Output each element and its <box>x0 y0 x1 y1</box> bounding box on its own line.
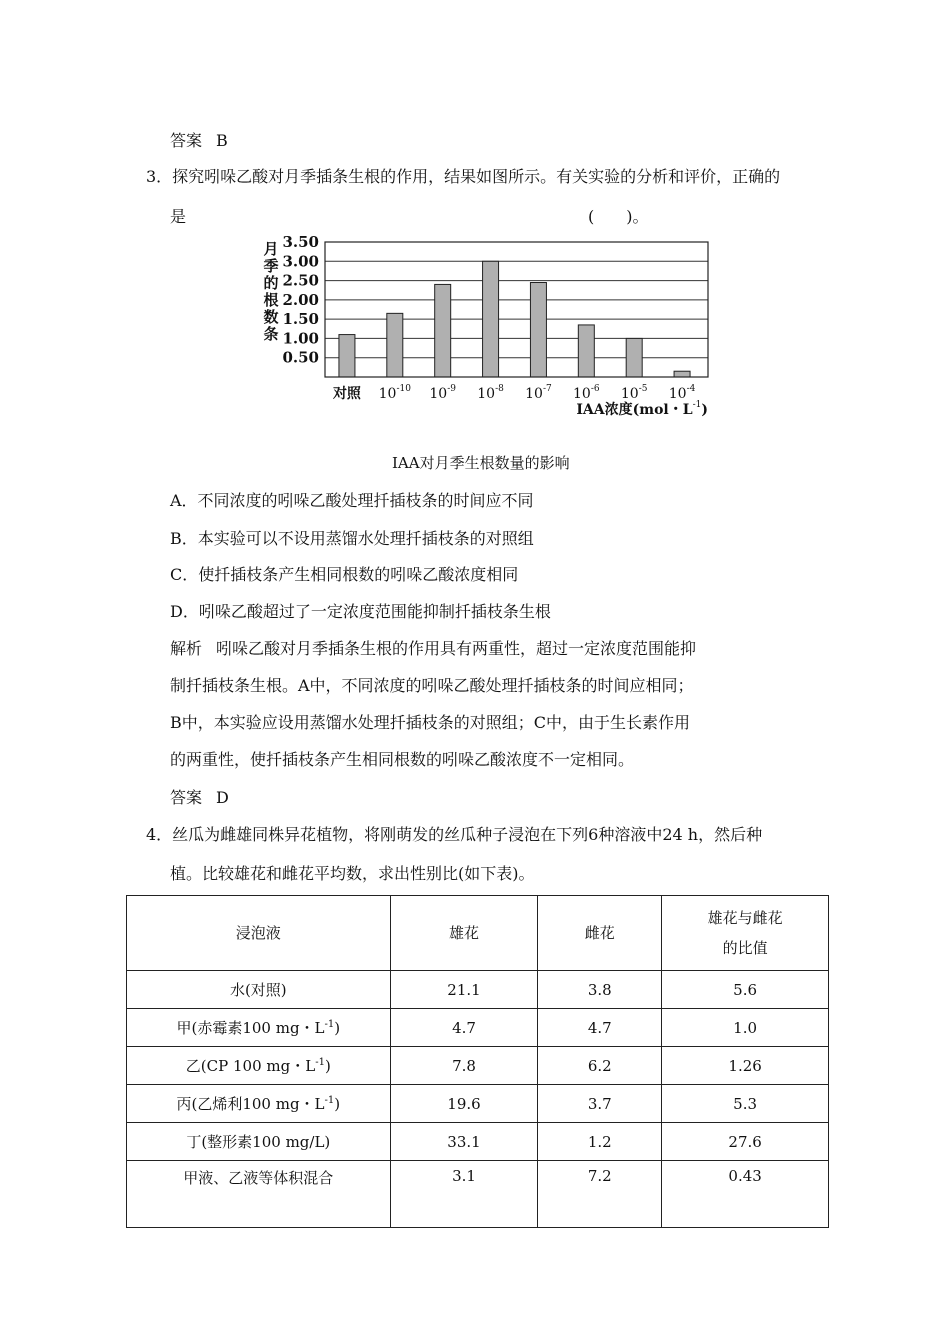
bar <box>530 283 546 378</box>
q4-stem-line1: 4．丝瓜为雌雄同株异花植物，将刚萌发的丝瓜种子浸泡在下列6种溶液中24 h，然后种 <box>146 825 763 844</box>
x-tick-label: $10^{-7}$ <box>525 384 552 402</box>
x-tick-label: $10^{-8}$ <box>477 384 504 402</box>
y-label-char: 季 <box>263 257 279 275</box>
y-tick-label: 2.00 <box>282 290 319 309</box>
y-tick-label: 3.00 <box>282 252 319 271</box>
x-tick-label: $10^{-4}$ <box>668 384 696 402</box>
answer-d-line <box>170 785 229 808</box>
q3-option-a: A．不同浓度的吲哚乙酸处理扦插枝条的时间应不同 <box>170 491 534 510</box>
analysis-line-3: B中，本实验应设用蒸馏水处理扦插枝条的对照组；C中，由于生长素作用 <box>170 713 691 732</box>
chart-gridlines <box>325 242 708 358</box>
analysis-line-1 <box>170 636 696 659</box>
cell-female: 6.2 <box>538 1047 662 1085</box>
x-tick-label: $10^{-10}$ <box>378 384 411 402</box>
header-female: 雌花 <box>538 896 662 971</box>
y-tick-label: 1.00 <box>282 329 319 348</box>
analysis-label: 解析 <box>170 639 203 658</box>
x-tick-label: $10^{-9}$ <box>429 384 456 402</box>
chart-y-axis-label <box>263 240 278 343</box>
q3-option-d: D．吲哚乙酸超过了一定浓度范围能抑制扦插枝条生根 <box>170 602 551 621</box>
x-tick-label: 对照 <box>332 386 361 402</box>
cell-male: 3.1 <box>390 1161 538 1228</box>
cell-male: 19.6 <box>390 1085 538 1123</box>
cell-female: 7.2 <box>538 1161 662 1228</box>
bar <box>626 338 642 377</box>
cell-male: 7.8 <box>390 1047 538 1085</box>
cell-female: 3.7 <box>538 1085 662 1123</box>
chart-x-ticks <box>332 384 696 402</box>
y-label-char: 数 <box>263 308 279 326</box>
q4-stem-line2: 植。比较雄花和雌花平均数，求出性别比(如下表)。 <box>170 864 535 883</box>
y-label-char: 月 <box>263 240 279 258</box>
chart-frame <box>325 242 708 377</box>
cell-solution: 甲液、乙液等体积混合 <box>127 1161 391 1228</box>
y-tick-label: 2.50 <box>282 271 319 290</box>
y-tick-label: 1.50 <box>282 310 319 329</box>
cell-solution: 水(对照) <box>127 971 391 1009</box>
q3-answer-paren: ( )。 <box>588 207 649 226</box>
y-label-char: 根 <box>263 291 279 309</box>
answer-label: 答案 <box>170 131 203 150</box>
y-label-char: 条 <box>263 325 279 343</box>
cell-ratio: 1.0 <box>662 1009 829 1047</box>
header-ratio-line1: 雄花与雌花 <box>707 909 783 927</box>
y-tick-label: 0.50 <box>282 348 319 367</box>
header-male: 雄花 <box>390 896 538 971</box>
cell-solution: 丙(乙烯利100 mg・$L^{-1}$) <box>127 1085 391 1123</box>
cell-solution: 乙(CP 100 mg・$L^{-1}$) <box>127 1047 391 1085</box>
answer-b-line <box>170 128 228 151</box>
q3-stem-line2-start: 是 <box>170 207 187 226</box>
x-tick-label: $10^{-6}$ <box>573 384 600 402</box>
q3-option-c: C．使扦插枝条产生相同根数的吲哚乙酸浓度相同 <box>170 565 519 584</box>
cell-ratio: 27.6 <box>662 1123 829 1161</box>
cell-female: 4.7 <box>538 1009 662 1047</box>
bar <box>674 371 690 377</box>
table-row <box>127 1009 829 1047</box>
header-solution: 浸泡液 <box>127 896 391 971</box>
table-row <box>127 1123 829 1161</box>
cell-ratio: 5.3 <box>662 1085 829 1123</box>
q3-option-b: B．本实验可以不设用蒸馏水处理扦插枝条的对照组 <box>170 529 534 548</box>
plot-frame <box>325 242 708 377</box>
answer-value: B <box>216 131 228 150</box>
bar <box>578 325 594 377</box>
cell-solution: 丁(整形素100 mg/L) <box>127 1123 391 1161</box>
cell-male: 4.7 <box>390 1009 538 1047</box>
answer-label: 答案 <box>170 788 203 807</box>
flower-ratio-table <box>126 895 829 1228</box>
q3-stem-line1: 3．探究吲哚乙酸对月季插条生根的作用，结果如图所示。有关实验的分析和评价，正确的 <box>146 167 781 186</box>
y-label-char: 的 <box>263 274 279 292</box>
bar <box>339 335 355 377</box>
cell-male: 21.1 <box>390 971 538 1009</box>
table-row <box>127 971 829 1009</box>
y-tick-label: 3.50 <box>282 233 319 251</box>
x-tick-label: $10^{-5}$ <box>620 384 648 402</box>
cell-ratio: 5.6 <box>662 971 829 1009</box>
chart-y-ticks <box>282 233 319 367</box>
bar <box>483 261 499 377</box>
cell-ratio: 1.26 <box>662 1047 829 1085</box>
table-row <box>127 1161 829 1228</box>
bar <box>435 284 451 377</box>
analysis-line-2: 制扦插枝条生根。A中，不同浓度的吲哚乙酸处理扦插枝条的时间应相同； <box>170 676 694 695</box>
header-ratio <box>662 896 829 971</box>
table-row <box>127 1085 829 1123</box>
chart-caption: IAA对月季生根数量的影响 <box>392 454 570 472</box>
table-row <box>127 1047 829 1085</box>
iaa-bar-chart <box>255 232 725 422</box>
analysis-text-1: 吲哚乙酸对月季插条生根的作用具有两重性，超过一定浓度范围能抑 <box>216 639 697 658</box>
header-ratio-line2: 的比值 <box>722 939 768 957</box>
chart-x-axis-label: IAA浓度(mol・$L^{-1}$) <box>576 400 708 418</box>
cell-female: 3.8 <box>538 971 662 1009</box>
cell-male: 33.1 <box>390 1123 538 1161</box>
table-header-row <box>127 896 829 971</box>
cell-ratio: 0.43 <box>662 1161 829 1228</box>
cell-female: 1.2 <box>538 1123 662 1161</box>
bar <box>387 313 403 377</box>
cell-solution: 甲(赤霉素100 mg・$L^{-1}$) <box>127 1009 391 1047</box>
analysis-line-4: 的两重性，使扦插枝条产生相同根数的吲哚乙酸浓度不一定相同。 <box>170 750 635 769</box>
answer-value: D <box>216 788 229 807</box>
